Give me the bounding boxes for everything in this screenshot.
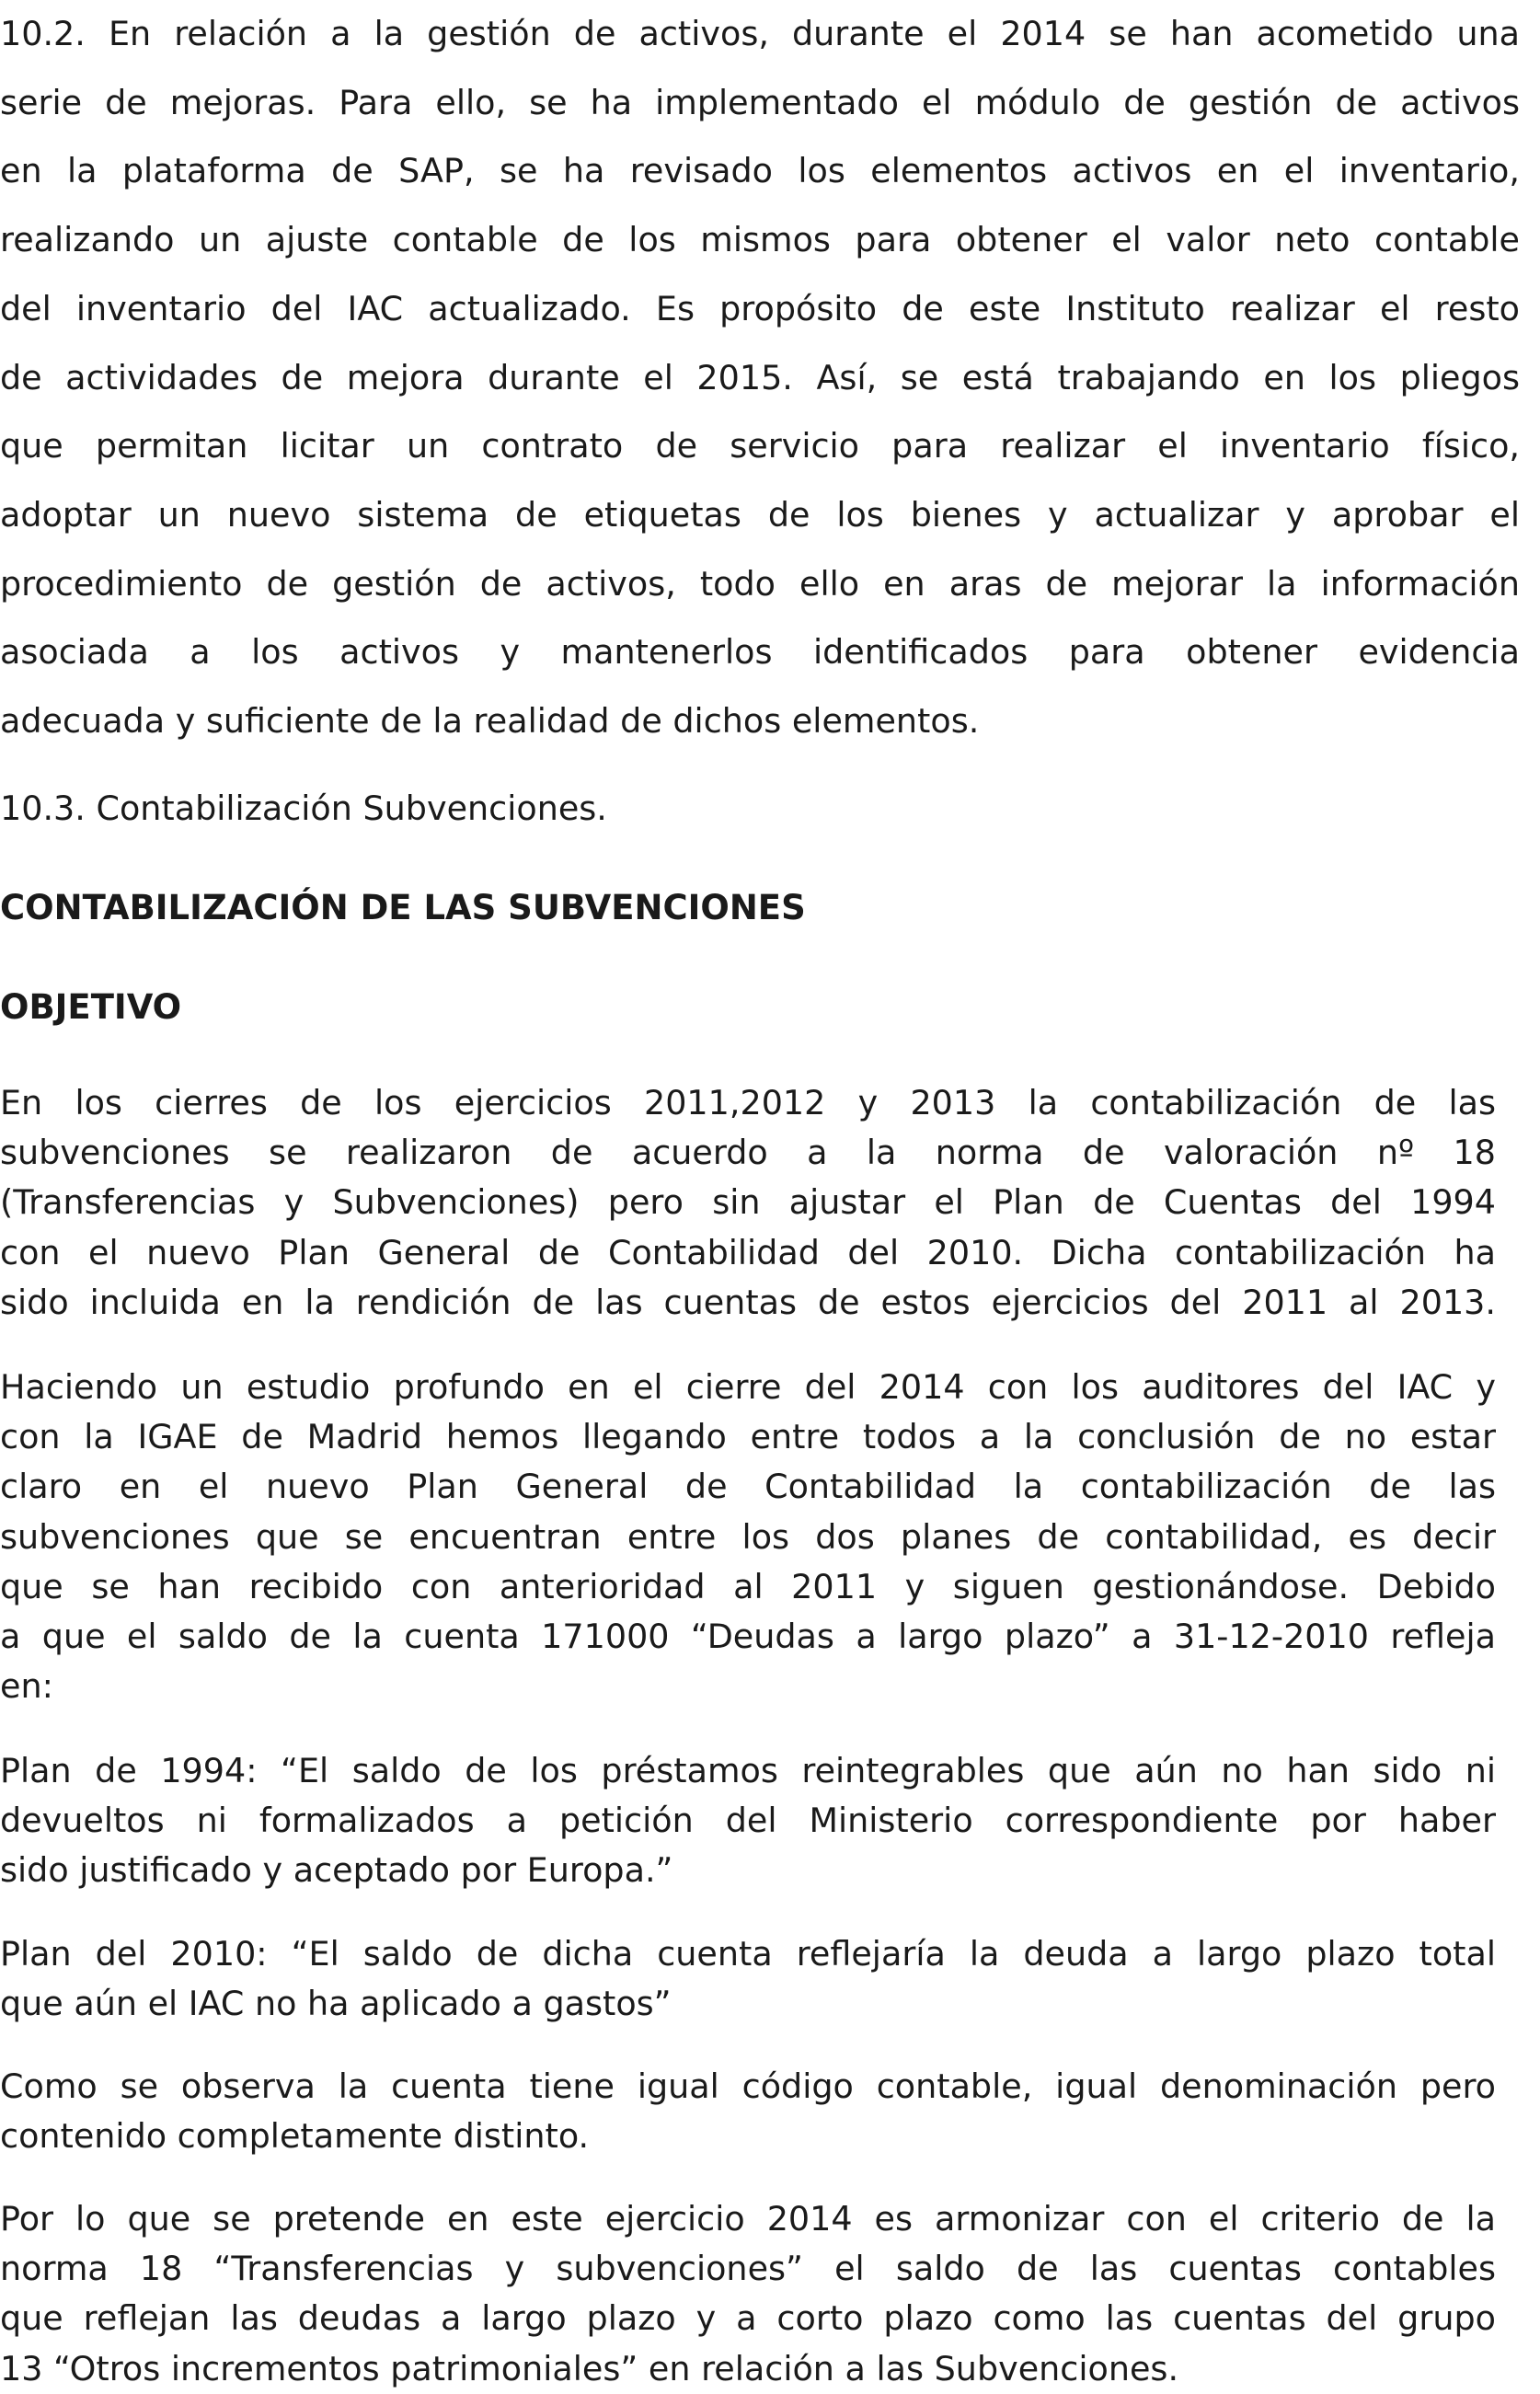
paragraph-objetivo-6	[0, 2194, 1496, 2394]
text-line: subvenciones se realizaron de acuerdo a la norma de valoración nº 18	[0, 1133, 1496, 1173]
text-line: realizando un ajuste contable de los mismos para obtener el valor neto contable	[0, 220, 1520, 260]
text-line: procedimiento de gestión de activos, todo ello en aras de mejorar la información	[0, 563, 1520, 604]
paragraph-objetivo-2	[0, 1363, 1496, 1711]
text-line: Como se observa la cuenta tiene igual código contable, igual denominación pero	[0, 2066, 1496, 2106]
text-line: que permitan licitar un contrato de servicio para realizar el inventario físico,	[0, 426, 1520, 466]
text-line: a que el saldo de la cuenta 171000 “Deudas a largo plazo” a 31-12-2010 refleja	[0, 1617, 1496, 1657]
text-line: sido justificado y aceptado por Europa.”	[0, 1850, 673, 1891]
text-line: subvenciones que se encuentran entre los dos planes de contabilidad, es decir	[0, 1516, 1496, 1557]
text-line: Plan de 1994: “El saldo de los préstamos reintegrables que aún no han sido ni	[0, 1751, 1496, 1790]
text-line: con el nuevo Plan General de Contabilidad del 2010. Dicha contabilización ha	[0, 1232, 1496, 1272]
text-line: 10.2. En relación a la gestión de activos, durante el 2014 se han acometido una	[0, 14, 1520, 53]
text-line: devueltos ni formalizados a petición del Ministerio correspondiente por haber	[0, 1801, 1496, 1841]
text-line: que reflejan las deudas a largo plazo y a corto plazo como las cuentas del grupo	[0, 2298, 1496, 2339]
text-line: adecuada y suficiente de la realidad de dichos elementos.	[0, 701, 980, 742]
text-line: Por lo que se pretende en este ejercicio 2014 es armonizar con el criterio de la	[0, 2199, 1496, 2239]
text-line: del inventario del IAC actualizado. Es propósito de este Instituto realizar el resto	[0, 288, 1520, 328]
text-line: claro en el nuevo Plan General de Contabilidad la contabilización de las	[0, 1467, 1496, 1507]
text-line: sido incluida en la rendición de las cuentas de estos ejercicios del 2011 al 2013.	[0, 1282, 1496, 1322]
paragraph-10-2	[0, 0, 1520, 756]
paragraph-objetivo-5	[0, 2062, 1496, 2161]
paragraph-objetivo-3	[0, 1746, 1496, 1896]
text-line: que se han recibido con anterioridad al 2011 y siguen gestionándose. Debido	[0, 1566, 1496, 1606]
text-line: serie de mejoras. Para ello, se ha implementado el módulo de gestión de activos	[0, 82, 1520, 122]
text-line: En los cierres de los ejercicios 2011,2012 y 2013 la contabilización de las	[0, 1083, 1496, 1122]
objective-heading: OBJETIVO	[0, 987, 182, 1027]
paragraph-objetivo-4	[0, 1929, 1496, 2029]
section-subtitle: 10.3. Contabilización Subvenciones.	[0, 788, 607, 828]
text-line: Plan del 2010: “El saldo de dicha cuenta reflejaría la deuda a largo plazo total	[0, 1934, 1496, 1974]
text-line: en la plataforma de SAP, se ha revisado los elementos activos en el inventario,	[0, 151, 1520, 191]
text-line: asociada a los activos y mantenerlos identificados para obtener evidencia	[0, 632, 1520, 673]
text-line: (Transferencias y Subvenciones) pero sin ajustar el Plan de Cuentas del 1994	[0, 1182, 1496, 1223]
text-line: adoptar un nuevo sistema de etiquetas de los bienes y actualizar y aprobar el	[0, 494, 1520, 535]
text-line: en:	[0, 1666, 53, 1707]
paragraph-objetivo-1	[0, 1078, 1496, 1328]
text-line: que aún el IAC no ha aplicado a gastos”	[0, 1984, 672, 2024]
text-line: contenido completamente distinto.	[0, 2116, 590, 2157]
text-line: norma 18 “Transferencias y subvenciones” el saldo de las cuentas contables	[0, 2249, 1496, 2289]
section-heading: CONTABILIZACIÓN DE LAS SUBVENCIONES	[0, 888, 806, 927]
text-line: con la IGAE de Madrid hemos llegando entre todos a la conclusión de no estar	[0, 1417, 1496, 1457]
text-line: 13 “Otros incrementos patrimoniales” en relación a las Subvenciones.	[0, 2348, 1179, 2388]
text-line: de actividades de mejora durante el 2015. Así, se está trabajando en los pliegos	[0, 357, 1520, 397]
text-line: Haciendo un estudio profundo en el cierre del 2014 con los auditores del IAC y	[0, 1367, 1496, 1407]
